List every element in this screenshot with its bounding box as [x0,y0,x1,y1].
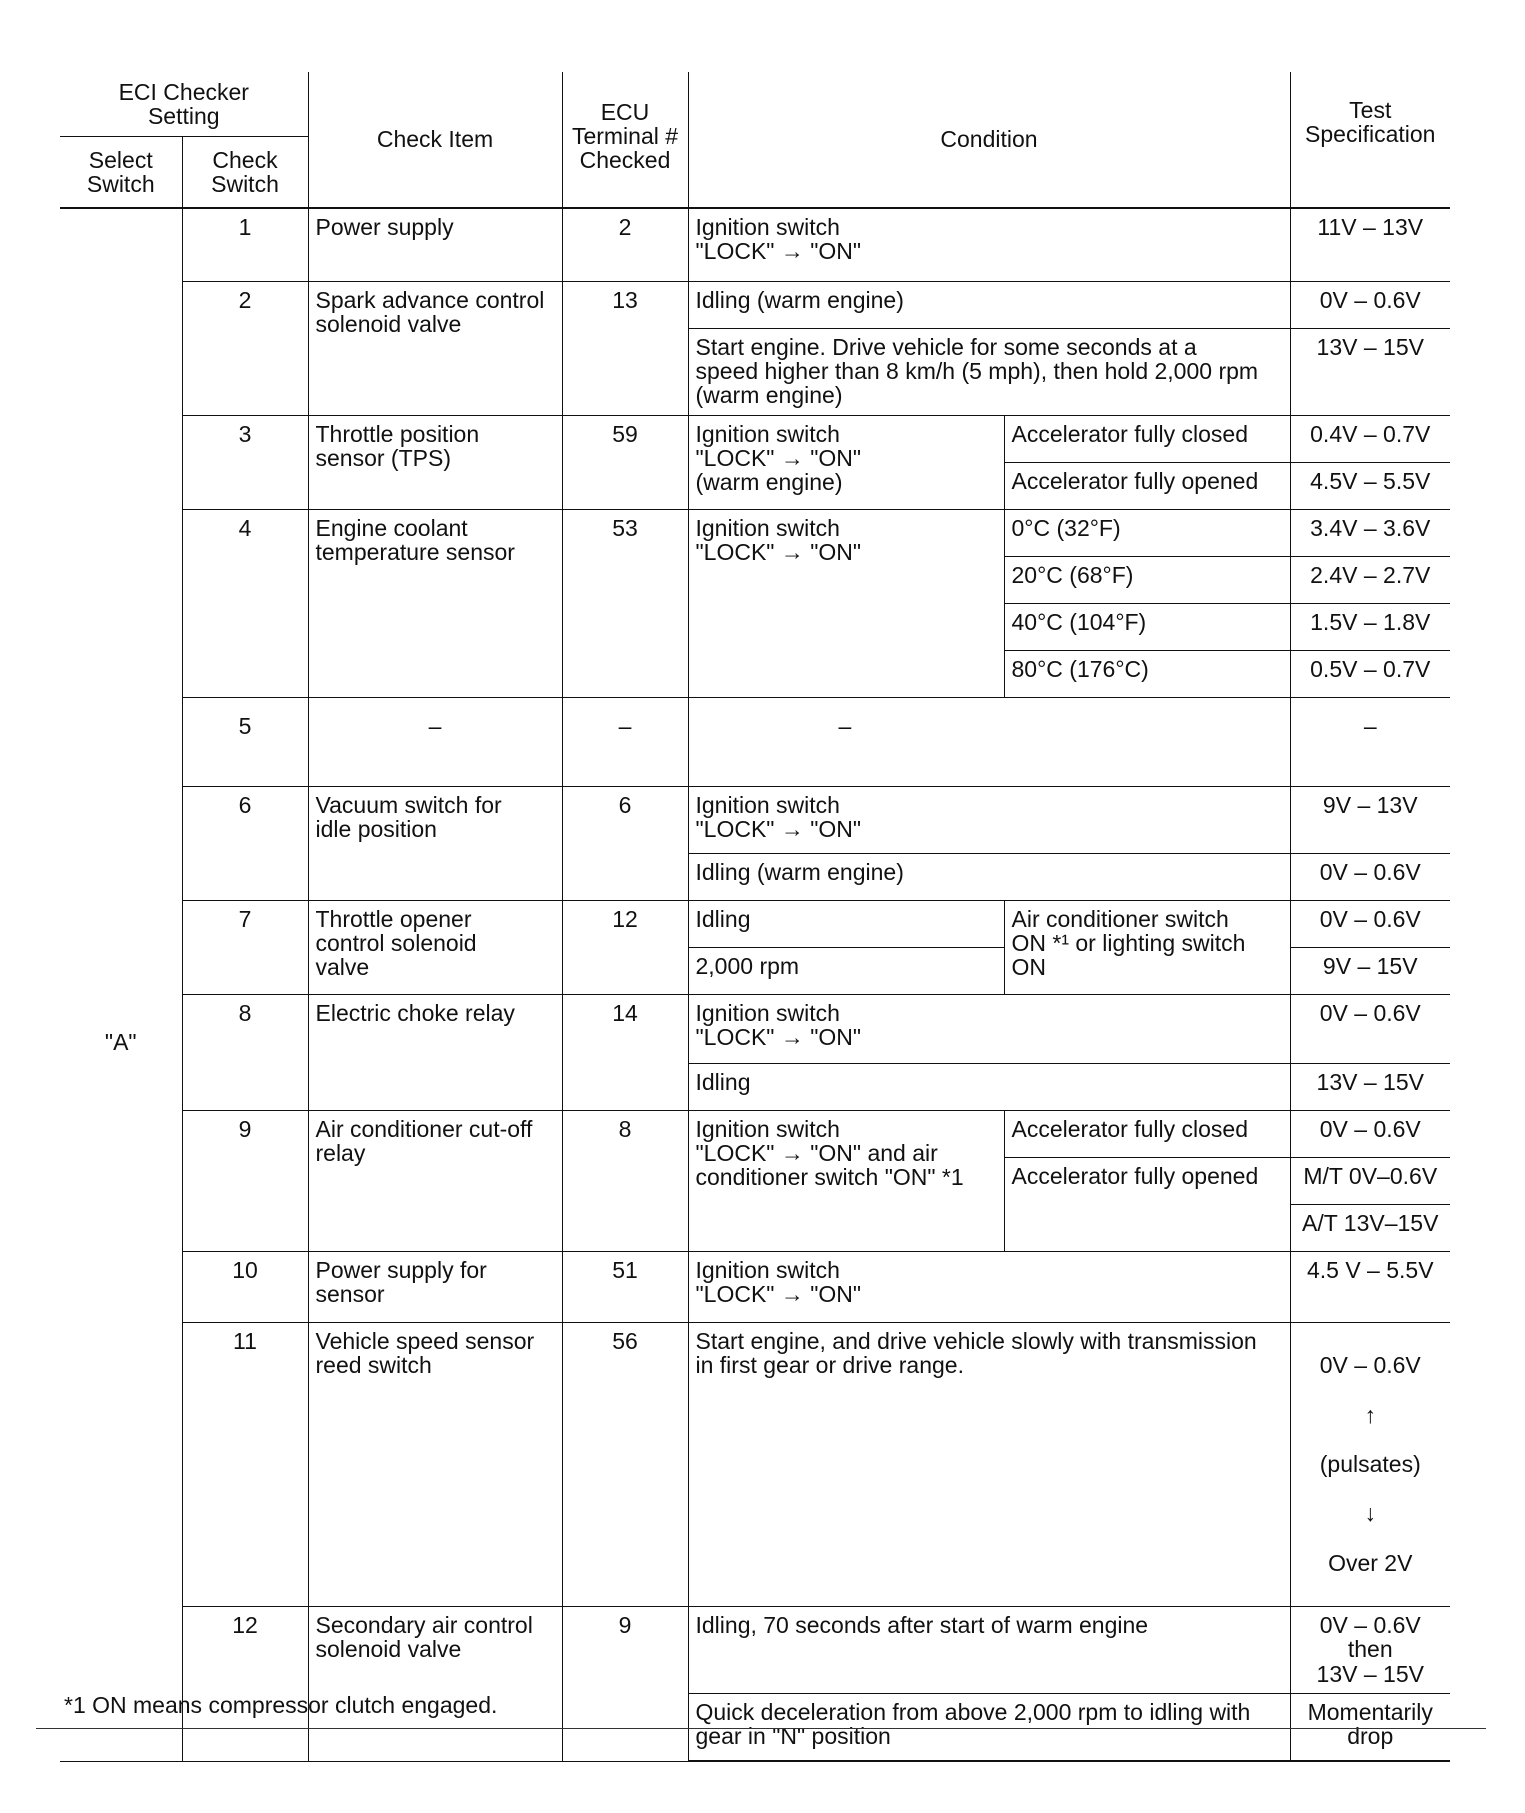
sub-condition: 0°C (32°F) [1004,510,1290,557]
test-spec: 4.5 V – 5.5V [1290,1252,1450,1323]
test-spec: 9V – 15V [1290,948,1450,995]
ecu-terminal: 14 [562,995,688,1111]
test-spec: 0V – 0.6V [1290,995,1450,1064]
header-test-specification: Test Specification [1290,72,1450,208]
check-item: Throttle opener control solenoid valve [308,901,562,995]
condition: Idling (warm engine) [688,282,1290,329]
select-switch-value: "A" [60,208,182,1761]
check-item: Vehicle speed sensor reed switch [308,1323,562,1607]
ecu-terminal: 2 [562,208,688,282]
header-ecu-terminal: ECU Terminal # Checked [562,72,688,208]
check-item: Throttle position sensor (TPS) [308,416,562,510]
check-switch-number: 1 [182,208,308,282]
check-switch-number: 11 [182,1323,308,1607]
eci-check-table [60,72,1450,1762]
check-item: Vacuum switch for idle position [308,787,562,901]
test-spec: 0V – 0.6V [1290,901,1450,948]
check-switch-number: 4 [182,510,308,698]
test-spec: 3.4V – 3.6V [1290,510,1450,557]
ecu-terminal: 59 [562,416,688,510]
ecu-terminal: 13 [562,282,688,416]
test-spec: 11V – 13V [1290,208,1450,282]
sub-condition: 40°C (104°F) [1004,604,1290,651]
check-switch-number: 2 [182,282,308,416]
check-switch-number: 8 [182,995,308,1111]
condition: – [688,698,1290,787]
test-spec: Momentarily drop [1290,1694,1450,1762]
condition: Ignition switch "LOCK" → "ON" [688,995,1290,1064]
check-switch-number: 12 [182,1607,308,1762]
check-item: Power supply [308,208,562,282]
ecu-terminal: 53 [562,510,688,698]
condition: Ignition switch "LOCK" → "ON" [688,1252,1290,1323]
condition: 2,000 rpm [688,948,1004,995]
ecu-terminal: 56 [562,1323,688,1607]
condition: Idling [688,901,1004,948]
test-spec: M/T 0V–0.6V [1290,1158,1450,1205]
test-spec: 2.4V – 2.7V [1290,557,1450,604]
test-spec: 0V – 0.6V [1290,854,1450,901]
spec-low-value: 0V – 0.6V [1319,1352,1421,1379]
test-spec: 0.4V – 0.7V [1290,416,1450,463]
condition: Ignition switch "LOCK" → "ON" [688,510,1004,698]
condition: Quick deceleration from above 2,000 rpm to idling with gear in "N" position [688,1694,1290,1762]
table-row [60,901,1450,948]
test-spec: 0.5V – 0.7V [1290,651,1450,698]
check-switch-number: 9 [182,1111,308,1252]
table-row [60,1323,1450,1607]
check-item: Secondary air control solenoid valve [308,1607,562,1762]
test-spec: 13V – 15V [1290,329,1450,416]
test-spec: 1.5V – 1.8V [1290,604,1450,651]
ecu-terminal: 51 [562,1252,688,1323]
ecu-terminal: 8 [562,1111,688,1252]
table-row [60,1607,1450,1694]
condition: Idling (warm engine) [688,854,1290,901]
ecu-terminal: 6 [562,787,688,901]
check-switch-number: 3 [182,416,308,510]
table-row [60,510,1450,557]
table-row [60,416,1450,463]
header-check-item: Check Item [308,72,562,208]
check-item: Air conditioner cut-off relay [308,1111,562,1252]
test-spec: 0V – 0.6V [1290,1111,1450,1158]
header-condition: Condition [688,72,1290,208]
test-spec: 4.5V – 5.5V [1290,463,1450,510]
sub-condition: Accelerator fully closed [1004,416,1290,463]
condition: Ignition switch "LOCK" → "ON" [688,208,1290,282]
table-header [60,72,1450,208]
condition: Ignition switch "LOCK" → "ON" (warm engine) [688,416,1004,510]
check-item: Electric choke relay [308,995,562,1111]
spec-high-value: Over 2V [1328,1549,1413,1576]
test-spec: 0V – 0.6V then 13V – 15V [1290,1607,1450,1694]
check-switch-number: 6 [182,787,308,901]
ecu-terminal: 9 [562,1607,688,1762]
footer-rule [36,1728,1486,1729]
table-row [60,787,1450,854]
footnote: *1 ON means compressor clutch engaged. [64,1692,498,1718]
table-row [60,698,1450,787]
check-item: Engine coolant temperature sensor [308,510,562,698]
sub-condition: Air conditioner switch ON *¹ or lighting switch ON [1004,901,1290,995]
ecu-terminal: – [562,698,688,787]
ecu-terminal: 12 [562,901,688,995]
table-row [60,208,1450,282]
sub-condition: Accelerator fully opened [1004,1158,1290,1252]
spec-pulsates-label: (pulsates) [1319,1451,1421,1478]
sub-condition: Accelerator fully opened [1004,463,1290,510]
condition: Ignition switch "LOCK" → "ON" [688,787,1290,854]
header-eci-checker-setting: ECI Checker Setting [60,72,308,137]
test-spec: A/T 13V–15V [1290,1205,1450,1252]
check-item: Power supply for sensor [308,1252,562,1323]
table-row [60,1252,1450,1323]
condition: Idling, 70 seconds after start of warm engine [688,1607,1290,1694]
check-item: Spark advance control solenoid valve [308,282,562,416]
sub-condition: 80°C (176°C) [1004,651,1290,698]
table-row [60,995,1450,1064]
check-switch-number: 10 [182,1252,308,1323]
condition: Idling [688,1064,1290,1111]
check-switch-number: 5 [182,698,308,787]
test-spec: – [1290,698,1450,787]
check-item: – [308,698,562,787]
condition: Start engine. Drive vehicle for some seconds at a speed higher than 8 km/h (5 mph), then hold 2,000 rpm (warm engine) [688,329,1290,416]
sub-condition: 20°C (68°F) [1004,557,1290,604]
sub-condition: Accelerator fully closed [1004,1111,1290,1158]
header-check-switch: Check Switch [182,137,308,209]
arrow-up-icon: ↑ [1364,1401,1376,1428]
check-switch-number: 7 [182,901,308,995]
condition: Start engine, and drive vehicle slowly with transmission in first gear or drive range. [688,1323,1290,1607]
test-spec [1290,1323,1450,1607]
table-row [60,1111,1450,1158]
test-spec: 13V – 15V [1290,1064,1450,1111]
header-select-switch: Select Switch [60,137,182,209]
table-row [60,282,1450,329]
arrow-down-icon: ↓ [1364,1500,1376,1527]
test-spec: 9V – 13V [1290,787,1450,854]
condition: Ignition switch "LOCK" → "ON" and air conditioner switch "ON" *1 [688,1111,1004,1252]
test-spec: 0V – 0.6V [1290,282,1450,329]
